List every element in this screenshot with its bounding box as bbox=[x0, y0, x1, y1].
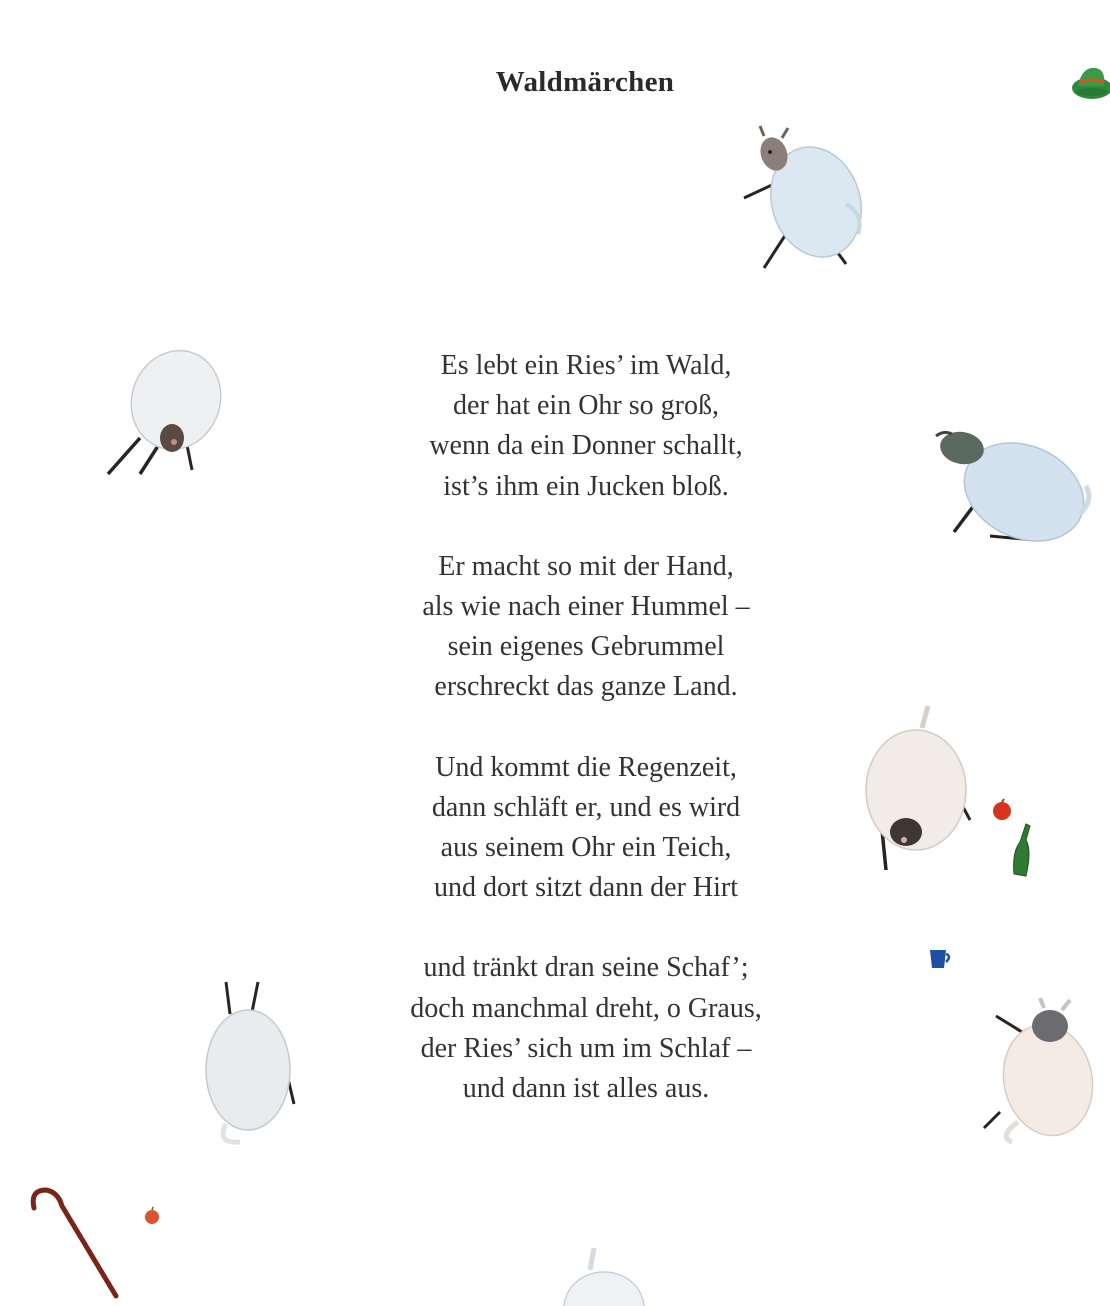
poem-line: und dann ist alles aus. bbox=[462, 1073, 710, 1105]
page-title: Waldmärchen bbox=[495, 66, 675, 98]
apple-icon bbox=[142, 1206, 162, 1226]
sheep-icon bbox=[930, 420, 1100, 560]
stanza bbox=[286, 948, 886, 1109]
poem-line: als wie nach einer Hummel – bbox=[422, 591, 750, 623]
poem-line: sein eigenes Gebrummel bbox=[447, 631, 725, 663]
poem-line: der hat ein Ohr so groß, bbox=[453, 390, 719, 422]
poem-line: doch manchmal dreht, o Graus, bbox=[410, 992, 762, 1024]
sheep-icon bbox=[560, 1244, 650, 1306]
stanza bbox=[286, 547, 886, 708]
poem bbox=[286, 346, 886, 1149]
poem-line: Er macht so mit der Hand, bbox=[438, 550, 734, 582]
poem-line: aus seinem Ohr ein Teich, bbox=[440, 832, 732, 864]
poem-line: wenn da ein Donner schallt, bbox=[429, 430, 743, 462]
sheep-icon bbox=[96, 342, 232, 482]
apple-icon bbox=[990, 798, 1014, 822]
sheep-icon bbox=[858, 700, 978, 876]
stanza bbox=[286, 748, 886, 909]
stanza bbox=[286, 346, 886, 507]
poem-line: und tränkt dran seine Schaf’; bbox=[423, 952, 749, 984]
sheep-icon bbox=[734, 124, 870, 274]
shepherd-crook-icon bbox=[24, 1184, 124, 1300]
blue-cup-icon bbox=[926, 946, 952, 972]
poem-line: und dort sitzt dann der Hirt bbox=[433, 872, 739, 904]
sheep-icon bbox=[196, 974, 306, 1150]
green-hat-icon bbox=[1066, 58, 1110, 104]
poem-line: der Ries’ sich um im Schlaf – bbox=[420, 1032, 752, 1064]
sheep-icon bbox=[978, 996, 1108, 1146]
poem-line: ist’s ihm ein Jucken bloß. bbox=[443, 470, 729, 502]
poem-line: erschreckt das ganze Land. bbox=[434, 671, 738, 703]
poem-line: dann schläft er, und es wird bbox=[431, 791, 741, 823]
green-bottle-icon bbox=[1004, 822, 1040, 884]
poem-line: Und kommt die Regenzeit, bbox=[435, 751, 737, 783]
poem-line: Es lebt ein Ries’ im Wald, bbox=[440, 350, 732, 381]
